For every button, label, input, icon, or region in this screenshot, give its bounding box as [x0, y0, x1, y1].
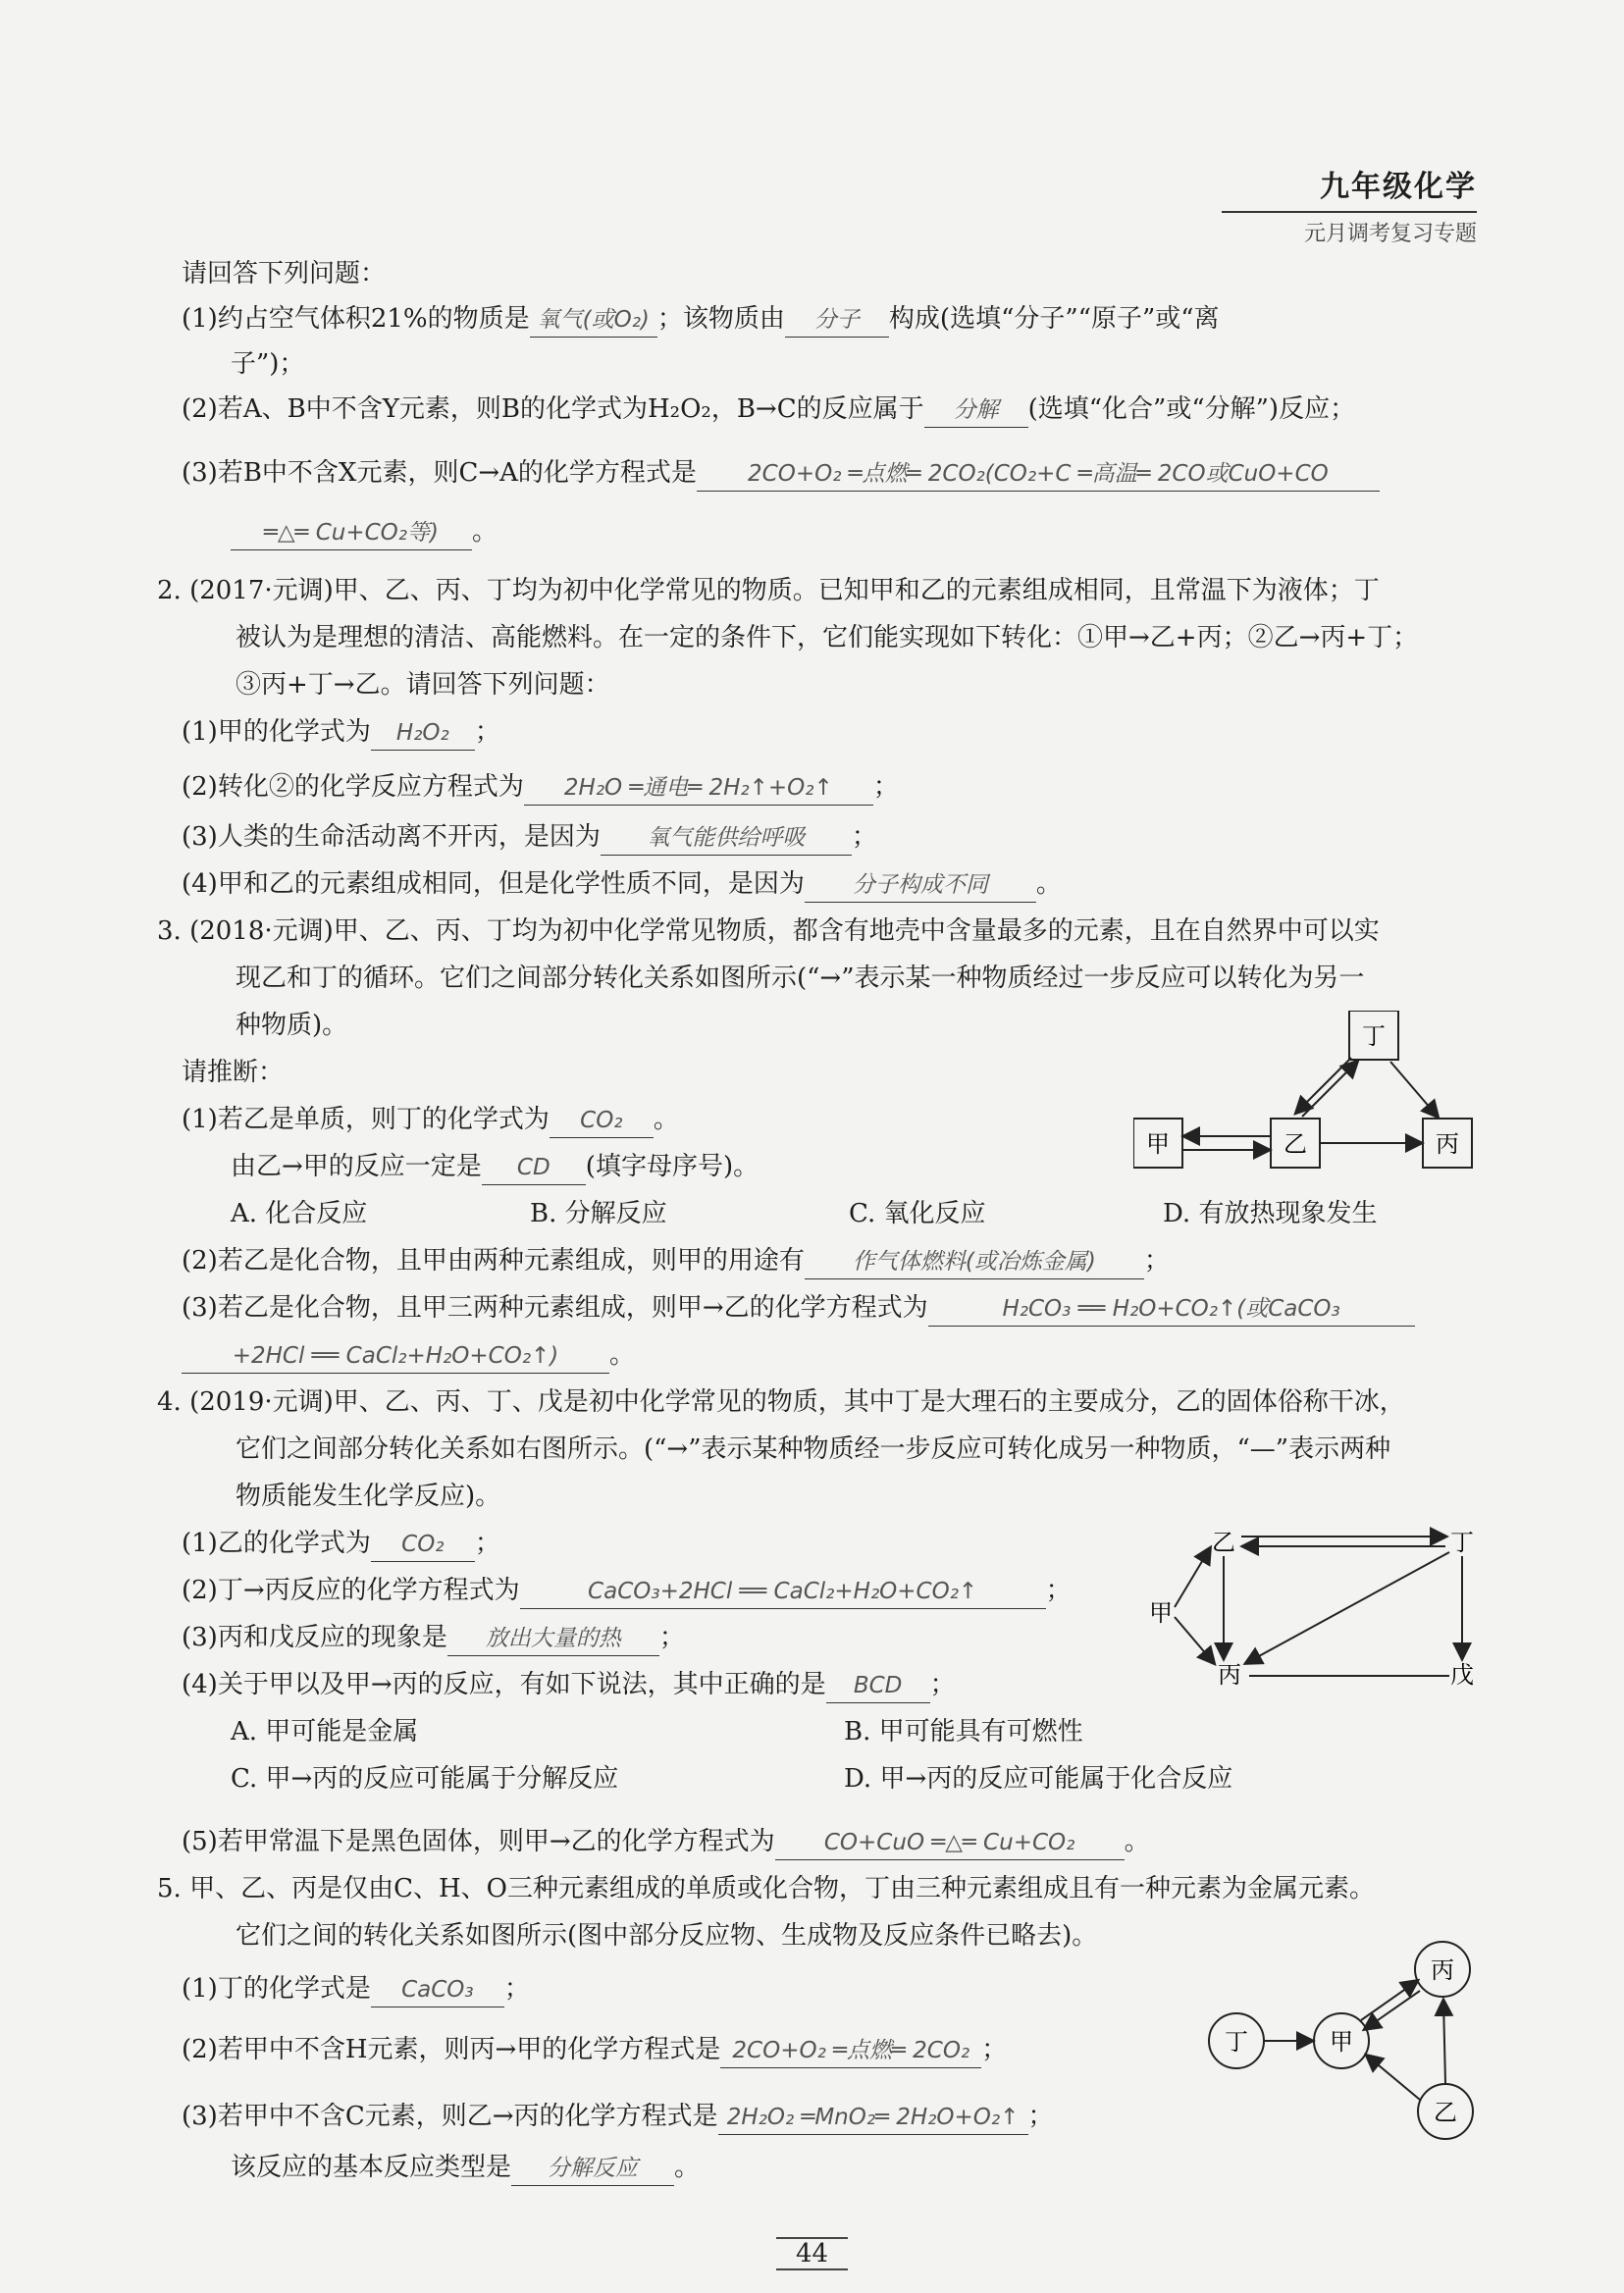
label-jia: 甲 [1149, 1599, 1173, 1627]
p5-q2: (2)若甲中不含H元素，则丙→甲的化学方程式是 2CO+O₂ ═点燃═ 2CO₂ ； [182, 2033, 1007, 2068]
grade-label: 九年级化学 [1320, 170, 1477, 204]
p5-q3b: 该反应的基本反应类型是 分解反应 。 [231, 2151, 700, 2186]
p1-q2: (2)若A、B中不含Y元素，则B的化学式为H₂O₂，B→C的反应属于 分解 (选填“化合”或“分解”)反应； [182, 392, 1355, 428]
answer-blank: H₂CO₃ ══ H₂O+CO₂↑(或CaCO₃ [928, 1292, 1415, 1327]
p2-head: 2. (2017·元调)甲、乙、丙、丁均为初中化学常见的物质。已知甲和乙的元素组成相同，且常温下为液体；丁 [157, 576, 1380, 605]
answer-blank: 氧气(或O₂) [530, 303, 657, 338]
p1-q1: (1)约占空气体积21%的物质是 氧气(或O₂) ；该物质由 分子 构成(选填“分子”“原子”或“离 [182, 302, 1220, 338]
label-yi: 乙 [1212, 1529, 1235, 1556]
p4-q1: (1)乙的化学式为 CO₂ ； [182, 1527, 500, 1562]
p4-q4: (4)关于甲以及甲→丙的反应，有如下说法，其中正确的是 BCD ； [182, 1668, 956, 1703]
p2-q1: (1)甲的化学式为 H₂O₂ ； [182, 715, 500, 751]
p4-l3: 物质能发生化学反应)。 [236, 1482, 501, 1511]
answer-blank: 2CO+O₂ ═点燃═ 2CO₂(CO₂+C ═高温═ 2CO或CuO+CO [697, 457, 1380, 492]
answer-blank: BCD [826, 1669, 930, 1703]
answer-blank: 作气体燃料(或冶炼金属) [805, 1245, 1144, 1279]
p3-q1b: 由乙→甲的反应一定是 CD (填字母序号)。 [231, 1150, 759, 1185]
answer-blank: 分子 [785, 303, 889, 338]
answer-blank: 分解反应 [511, 2152, 674, 2186]
p4-q5: (5)若甲常温下是黑色固体，则甲→乙的化学方程式为 CO+CuO ═△═ Cu+CO₂ 。 [182, 1825, 1150, 1860]
p2-q4: (4)甲和乙的元素组成相同，但是化学性质不同，是因为 分子构成不同 。 [182, 867, 1062, 903]
label-bing: 丙 [1431, 1956, 1454, 1984]
p3-head: 3. (2018·元调)甲、乙、丙、丁均为初中化学常见物质，都含有地壳中含量最多的元素，且在自然界中可以实 [157, 916, 1380, 946]
p5-l2: 它们之间的转化关系如图所示(图中部分反应物、生成物及反应条件已略去)。 [236, 1921, 1098, 1951]
p5-q1: (1)丁的化学式是 CaCO₃ ； [182, 1972, 530, 2007]
answer-blank: CaCO₃ [371, 1973, 504, 2007]
p2-q2: (2)转化②的化学反应方程式为 2H₂O ═通电═ 2H₂↑+O₂↑ ； [182, 770, 899, 806]
p3-l2: 现乙和丁的循环。它们之间部分转化关系如图所示(“→”表示某一种物质经过一步反应可以转化为另一 [236, 964, 1365, 993]
p2-l2: 被认为是理想的清洁、高能燃料。在一定的条件下，它们能实现如下转化：①甲→乙+丙；②乙→丙+丁； [236, 623, 1419, 652]
label-yi: 乙 [1434, 2099, 1457, 2126]
answer-blank: CaCO₃+2HCl ══ CaCl₂+H₂O+CO₂↑ [520, 1575, 1046, 1609]
p4-options-cd: C. 甲→丙的反应可能属于分解反应 D. 甲→丙的反应可能属于化合反应 [231, 1764, 1233, 1794]
diagram-q4 [1143, 1521, 1482, 1688]
answer-blank: 放出大量的热 [447, 1622, 659, 1656]
p1-q1-cont: 子”)； [231, 349, 305, 379]
p5-head: 5. 甲、乙、丙是仅由C、H、O三种元素组成的单质或化合物，丁由三种元素组成且有一种元素为金属元素。 [157, 1874, 1375, 1903]
label-jia: 甲 [1330, 2028, 1353, 2056]
page-header [1222, 162, 1477, 247]
answer-blank: CD [482, 1151, 586, 1185]
p4-q2: (2)丁→丙反应的化学方程式为 CaCO₃+2HCl ══ CaCl₂+H₂O+CO₂↑ ； [182, 1574, 1072, 1609]
p3-q1: (1)若乙是单质，则丁的化学式为 CO₂ 。 [182, 1103, 679, 1138]
p3-q3-cont: +2HCl ══ CaCl₂+H₂O+CO₂↑) 。 [182, 1338, 635, 1374]
p4-l2: 它们之间部分转化关系如右图所示。(“→”表示某种物质经一步反应可转化成另一种物质，“—”表示两种 [236, 1434, 1391, 1464]
p1-q3-cont: ═△═ Cu+CO₂等) 。 [231, 515, 498, 550]
answer-blank: H₂O₂ [371, 716, 475, 751]
p2-l3: ③丙+丁→乙。请回答下列问题： [236, 670, 610, 700]
p4-q3: (3)丙和戊反应的现象是 放出大量的热 ； [182, 1621, 685, 1656]
p3-options: A. 化合反应 B. 分解反应 C. 氧化反应 D. 有放热现象发生 [231, 1199, 1378, 1228]
diagram-q3 [1133, 1011, 1482, 1177]
page-number: 44 [0, 2237, 1624, 2270]
diagram-q5 [1202, 1938, 1477, 2144]
answer-blank: 分子构成不同 [805, 868, 1036, 903]
answer-blank: +2HCl ══ CaCl₂+H₂O+CO₂↑) [182, 1339, 609, 1374]
answer-blank: ═△═ Cu+CO₂等) [231, 516, 472, 550]
label-ding: 丁 [1362, 1022, 1386, 1050]
label-yi: 乙 [1283, 1130, 1307, 1158]
label-bing: 丙 [1436, 1130, 1459, 1158]
p4-head: 4. (2019·元调)甲、乙、丙、丁、戊是初中化学常见的物质，其中丁是大理石的主要成分，乙的固体俗称干冰， [157, 1387, 1405, 1417]
answer-blank: 氧气能供给呼吸 [601, 821, 852, 856]
p1-q3: (3)若B中不含X元素，则C→A的化学方程式是 2CO+O₂ ═点燃═ 2CO₂(CO₂+C ═高温═ 2CO或CuO+CO [182, 456, 1380, 492]
label-ding: 丁 [1450, 1529, 1474, 1556]
answer-blank: CO+CuO ═△═ Cu+CO₂ [775, 1826, 1125, 1860]
answer-blank: 2H₂O₂ ═MnO₂═ 2H₂O+O₂↑ [718, 2101, 1028, 2135]
answer-blank: CO₂ [550, 1104, 654, 1138]
answer-blank: 2H₂O ═通电═ 2H₂↑+O₂↑ [524, 771, 873, 806]
special-label: 元月调考复习专题 [1222, 211, 1477, 247]
label-ding: 丁 [1225, 2028, 1248, 2056]
p2-q3: (3)人类的生命活动离不开丙，是因为 氧气能供给呼吸 ； [182, 820, 877, 856]
label-jia: 甲 [1146, 1130, 1170, 1158]
p1-intro: 请回答下列问题： [182, 259, 387, 288]
p3-q2: (2)若乙是化合物，且甲由两种元素组成，则甲的用途有 作气体燃料(或冶炼金属) ； [182, 1244, 1170, 1279]
p4-options-ab: A. 甲可能是金属 B. 甲可能具有可燃性 [231, 1717, 1083, 1746]
p3-q3: (3)若乙是化合物，且甲三两种元素组成，则甲→乙的化学方程式为 H₂CO₃ ══ H₂O+CO₂↑(或CaCO₃ [182, 1291, 1415, 1327]
p3-l4: 请推断： [182, 1058, 285, 1087]
answer-blank: 2CO+O₂ ═点燃═ 2CO₂ [720, 2034, 981, 2068]
p5-q3: (3)若甲中不含C元素，则乙→丙的化学方程式是 2H₂O₂ ═MnO₂═ 2H₂O+O₂↑ ； [182, 2100, 1054, 2135]
p3-l3: 种物质)。 [236, 1011, 348, 1040]
label-bing: 丙 [1218, 1661, 1241, 1688]
label-wu: 戊 [1450, 1661, 1474, 1688]
answer-blank: CO₂ [371, 1528, 475, 1562]
answer-blank: 分解 [924, 393, 1028, 428]
